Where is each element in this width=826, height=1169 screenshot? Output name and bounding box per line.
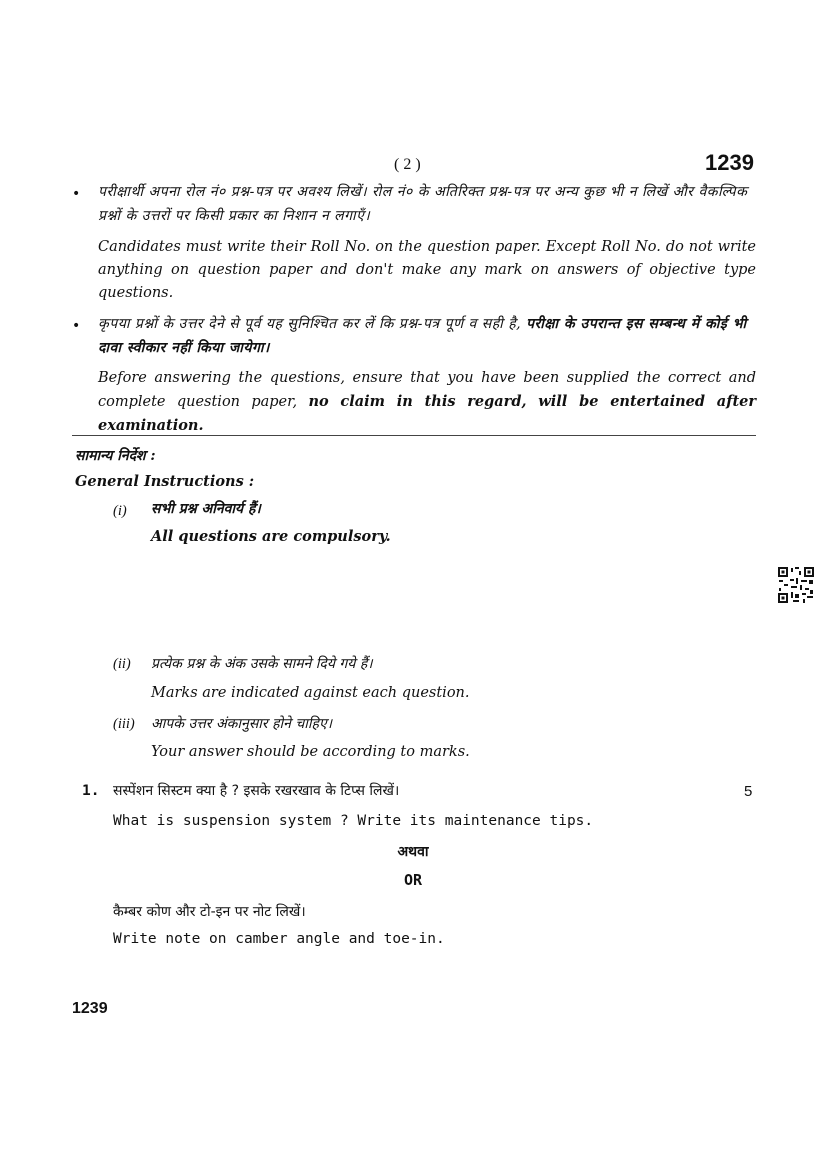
- general-instructions-heading-hindi: सामान्य निर्देश :: [75, 448, 156, 464]
- instruction-3-hindi: आपके उत्तर अंकानुसार होने चाहिए।: [151, 716, 332, 732]
- instruction-1-number: (i): [113, 503, 127, 519]
- page-number: ( 2 ): [394, 156, 421, 173]
- qr-code-icon: [777, 566, 815, 604]
- instruction-3-english: Your answer should be according to marks.: [151, 744, 470, 760]
- alternative-question-english: Write note on camber angle and toe-in.: [113, 931, 445, 947]
- paper-code: 1239: [705, 150, 754, 175]
- question-hindi: सस्पेंशन सिस्टम क्या है ? इसके रखरखाव के टिप्स लिखें।: [113, 783, 400, 799]
- question-marks: 5: [744, 783, 753, 800]
- or-english: OR: [403, 871, 423, 889]
- divider: [72, 435, 756, 436]
- note-2-english-bold: no claim in this regard, will be entertained after examination.: [98, 393, 757, 434]
- note-2-english: [98, 367, 756, 438]
- note-1-english: Candidates must write their Roll No. on the question paper. Except Roll No. do not write anything on question paper and don't make any mark on answers of objective type questions.: [98, 239, 756, 301]
- bullet-icon: •: [72, 186, 81, 202]
- note-2-hindi: [98, 312, 758, 360]
- instruction-1-english: All questions are compulsory.: [151, 528, 391, 545]
- instruction-1-hindi: सभी प्रश्न अनिवार्य हैं।: [151, 501, 261, 517]
- bullet-icon: •: [72, 318, 81, 334]
- alternative-question-hindi: कैम्बर कोण और टो-इन पर नोट लिखें।: [113, 904, 306, 920]
- note-2-hindi-text: कृपया प्रश्नों के उत्तर देने से पूर्व यह सुनिश्चित कर लें कि प्रश्न-पत्र पूर्ण व सही है,: [98, 316, 522, 332]
- general-instructions-heading: General Instructions :: [75, 473, 255, 490]
- question-number: 1.: [82, 783, 100, 799]
- or-hindi: अथवा: [397, 844, 429, 860]
- footer-paper-code: 1239: [72, 1000, 108, 1017]
- note-2-english-text: Before answering the questions, ensure that you have been supplied the correct and complete question paper,: [98, 370, 756, 410]
- instruction-2-number: (ii): [113, 656, 131, 672]
- instruction-3-number: (iii): [113, 716, 135, 732]
- note-1-hindi: परीक्षार्थी अपना रोल नं० प्रश्न-पत्र पर अवश्य लिखें। रोल नं० के अतिरिक्त प्रश्न-पत्र पर अन्य कुछ भी न लिखें और वैकल्पिक प्रश्नों के उत्तरों पर किसी प्रकार का निशान न लगाएँ।: [98, 184, 748, 224]
- note-2-hindi-bold: परीक्षा के उपरान्त इस सम्बन्ध में कोई भी दावा स्वीकार नहीं किया जायेगा।: [98, 316, 747, 356]
- instruction-2-hindi: प्रत्येक प्रश्न के अंक उसके सामने दिये गये हैं।: [151, 656, 373, 672]
- question-english: What is suspension system ? Write its maintenance tips.: [113, 813, 594, 829]
- instruction-2-english: Marks are indicated against each question.: [151, 685, 470, 701]
